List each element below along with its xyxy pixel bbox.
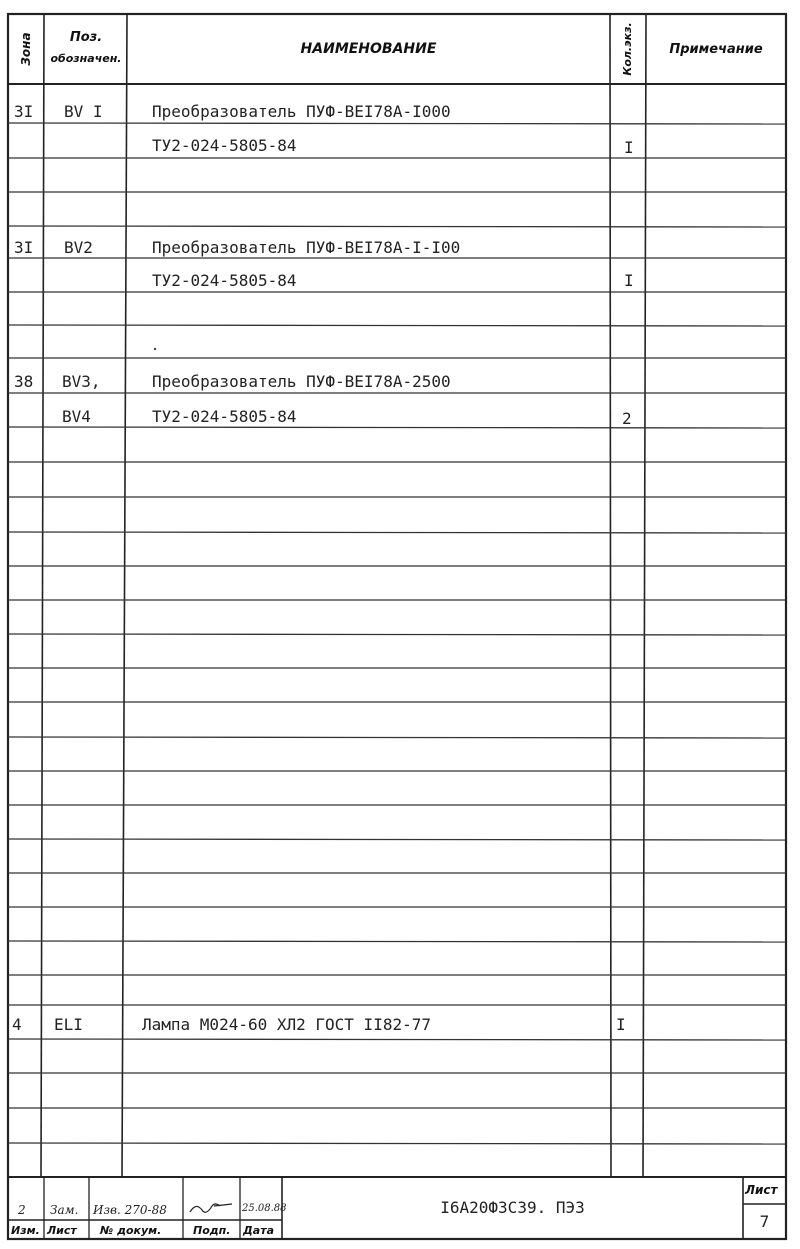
header-qty: Кол.экз.	[621, 22, 634, 76]
row-rule	[8, 839, 786, 840]
row-6-qty: 2	[622, 409, 632, 428]
row-rule	[8, 123, 786, 124]
tb-label-sign: Подп.	[193, 1224, 231, 1237]
row-4-name: ТУ2-024-5805-84	[152, 271, 297, 290]
row-rule	[8, 1039, 786, 1040]
row-rule	[8, 325, 786, 326]
row-4-qty: I	[624, 271, 634, 290]
row-3-zone: 3I	[14, 238, 34, 257]
header-pos-line1: Поз.	[69, 30, 103, 45]
row-2-qty: I	[624, 138, 634, 157]
row-7-zone: 4	[12, 1015, 22, 1034]
row-rule	[8, 1143, 786, 1144]
row-7-qty: I	[616, 1015, 626, 1034]
header-pos-line2: обозначен.	[50, 52, 122, 65]
signature-mark	[190, 1204, 232, 1212]
row-7-name: Лампа М024-60 ХЛ2 ГОСТ II82-77	[142, 1015, 431, 1034]
row-3-name: Преобразователь ПУФ-ВЕI78А-I-I00	[152, 238, 461, 257]
header-name: НАИМЕНОВАНИЕ	[300, 41, 437, 57]
row-1-zone: 3I	[14, 102, 34, 121]
row-5-pos: BV3,	[62, 372, 101, 391]
row-6-pos: BV4	[62, 407, 91, 426]
sheet-number: 7	[759, 1212, 770, 1231]
row-1-pos: BV I	[64, 102, 103, 121]
tb-sheet-entry: Зам.	[50, 1203, 79, 1217]
row-3-pos: BV2	[64, 238, 93, 257]
row-rule	[8, 226, 786, 227]
row-5-name: Преобразователь ПУФ-ВЕI78А-2500	[152, 372, 451, 391]
tb-change-no: 2	[18, 1203, 26, 1217]
tb-label-sheet: Лист	[47, 1224, 77, 1237]
row-5-zone: 38	[14, 372, 34, 391]
tb-label-doc: № докум.	[100, 1224, 162, 1237]
document-code: I6А20Ф3С39. ПЭ3	[440, 1198, 585, 1217]
row-rule	[8, 941, 786, 942]
tb-doc-entry: Изв. 270-88	[93, 1203, 167, 1217]
tb-sheet-label: Лист	[745, 1183, 778, 1197]
header-zone: Зона	[19, 32, 33, 66]
tb-date-entry: 25.08.88	[242, 1203, 287, 1214]
tb-label-date: Дата	[243, 1224, 275, 1237]
row-rule	[8, 737, 786, 738]
tb-label-change: Изм.	[11, 1224, 40, 1237]
row-1-name: Преобразователь ПУФ-ВЕI78А-I000	[152, 102, 451, 121]
row-6-name: ТУ2-024-5805-84	[152, 407, 297, 426]
header-note: Примечание	[669, 42, 763, 57]
row-2-name: ТУ2-024-5805-84	[152, 136, 297, 155]
row-7-pos: ELI	[54, 1015, 83, 1034]
